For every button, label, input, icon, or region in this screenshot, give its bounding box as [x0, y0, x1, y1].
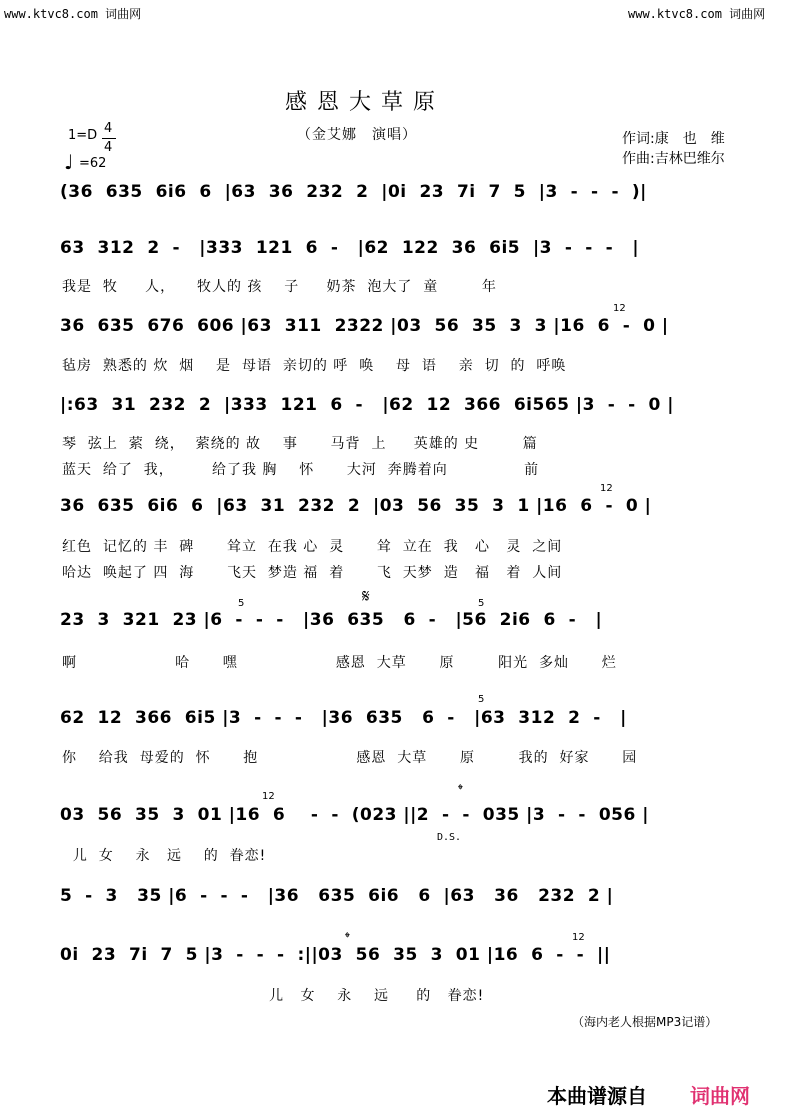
- dal-segno-mark: D.S.: [437, 832, 462, 843]
- notation-line: 03 56 35 3 01 |16 6 - - (023 ||2 - - 035 |3 - - 056 |: [60, 805, 649, 825]
- grace-note-5: 5: [478, 598, 485, 609]
- score-row-7: [60, 708, 740, 732]
- score-row-10: [60, 945, 740, 969]
- score-row-1: [60, 182, 740, 206]
- source-label: 本曲谱源自: [547, 1084, 647, 1108]
- lyric-line: 我是 牧 人， 牧人的 孩 子 奶茶 泡大了 童 年: [62, 279, 497, 295]
- score-row-2: [60, 238, 740, 262]
- composer-credit: 作曲:吉林巴维尔: [622, 151, 725, 167]
- score-row-8: [60, 805, 740, 829]
- lyric-line: 儿 女 永 远 的 眷恋!: [62, 988, 485, 1004]
- grace-note-5: 5: [238, 598, 245, 609]
- song-title: 感恩大草原: [285, 90, 446, 115]
- lyric-line: 蓝天 给了 我， 给了我 胸 怀 大河 奔腾着向 前: [62, 462, 540, 478]
- grace-note-12: 12: [600, 483, 613, 494]
- notation-line: 23 3 321 23 |6 - - - |36 635 6 - |56 2i6 6 - |: [60, 610, 603, 630]
- score-row-3: [60, 316, 740, 340]
- score-row-4: [60, 395, 740, 419]
- grace-note-12: 12: [262, 791, 275, 802]
- lyric-line: 啊 哈 嘿 感恩 大草 原 阳光 多灿 烂: [62, 655, 617, 671]
- lyricist-credit: 作词:康 也 维: [622, 131, 725, 147]
- lyric-line: 儿 女 永 远 的 眷恋!: [62, 848, 267, 864]
- notation-line: |:63 31 232 2 |333 121 6 - |62 12 366 6i565 |3 - - 0 |: [60, 395, 675, 415]
- notation-line: (36 635 6i6 6 |63 36 232 2 |0i 23 7i 7 5 |3 - - - )|: [60, 182, 647, 202]
- score-row-6: [60, 610, 740, 634]
- time-signature-bottom: 4: [104, 140, 113, 155]
- tempo-mark: =62: [79, 156, 107, 171]
- notation-line: 5 - 3 35 |6 - - - |36 635 6i6 6 |63 36 232 2 |: [60, 886, 614, 906]
- grace-note-12: 12: [613, 303, 626, 314]
- site-watermark-left: www.ktvc8.com 词曲网: [4, 7, 142, 21]
- score-row-5: [60, 496, 740, 520]
- brand-logo[interactable]: 词曲网: [690, 1084, 750, 1108]
- key-signature: 1=D: [68, 128, 98, 143]
- lyric-line: 哈达 唤起了 四 海 飞天 梦造 福 着 飞 天梦 造 福 着 人间: [62, 565, 563, 581]
- grace-note-12: 12: [572, 932, 585, 943]
- notation-line: 63 312 2 - |333 121 6 - |62 122 36 6i5 |3 - - - |: [60, 238, 640, 258]
- notation-line: 36 635 676 606 |63 311 2322 |03 56 35 3 3 |16 6 - 0 |: [60, 316, 669, 336]
- time-signature-top: 4: [104, 121, 113, 136]
- song-singer: （金艾娜 演唱）: [297, 127, 417, 143]
- notation-line: 0i 23 7i 7 5 |3 - - - :||03 56 35 3 01 |16 6 - - ||: [60, 945, 611, 965]
- notation-line: 62 12 366 6i5 |3 - - - |36 635 6 - |63 312 2 - |: [60, 708, 627, 728]
- time-signature-line: [102, 138, 116, 139]
- site-watermark-right: www.ktvc8.com 词曲网: [628, 7, 766, 21]
- quarter-note-icon: ♩: [64, 150, 74, 174]
- lyric-line: 琴 弦上 萦 绕， 萦绕的 故 事 马背 上 英雄的 史 篇: [62, 436, 538, 452]
- segno-icon: 𝄋: [362, 586, 370, 607]
- lyric-line: 毡房 熟悉的 炊 烟 是 母语 亲切的 呼 唤 母 语 亲 切 的 呼唤: [62, 358, 567, 374]
- lyric-line: 红色 记忆的 丰 碑 耸立 在我 心 灵 耸 立在 我 心 灵 之间: [62, 539, 563, 555]
- notation-line: 36 635 6i6 6 |63 31 232 2 |03 56 35 3 1 |16 6 - 0 |: [60, 496, 652, 516]
- transcription-note: （海内老人根据MP3记谱）: [572, 1015, 718, 1029]
- score-row-9: [60, 886, 740, 910]
- coda-icon: 𝄌: [345, 930, 350, 946]
- coda-icon: 𝄌: [458, 782, 463, 798]
- grace-note-5: 5: [478, 694, 485, 705]
- lyric-line: 你 给我 母爱的 怀 抱 感恩 大草 原 我的 好家 园: [62, 750, 638, 766]
